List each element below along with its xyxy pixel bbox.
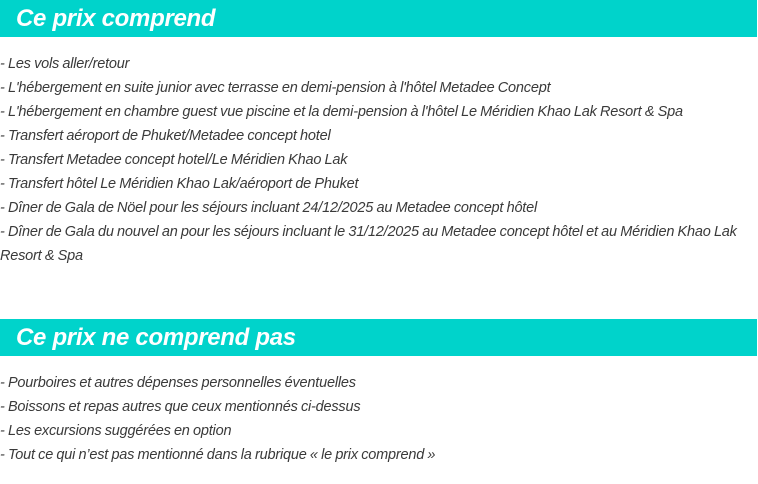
list-item: - Les excursions suggérées en option [0,423,232,439]
list-item: - Tout ce qui n’est pas mentionné dans la rubrique « le prix comprend » [0,447,436,463]
price-excludes-list [0,356,758,467]
list-item: - Dîner de Gala de Nöel pour les séjours incluant 24/12/2025 au Metadee concept hôtel [0,200,538,216]
list-item: - Boissons et repas autres que ceux mentionnés ci-dessus [0,399,361,415]
list-item: - Transfert Metadee concept hotel/Le Méridien Khao Lak [0,152,348,168]
list-item: - Dîner de Gala du nouvel an pour les séjours incluant le 31/12/2025 au Metadee concept hôtel et au Méridien Khao Lak Resort & Spa [0,224,737,264]
price-includes-heading: Ce prix comprend [0,0,757,37]
price-excludes-heading: Ce prix ne comprend pas [0,319,757,356]
list-item: - Pourboires et autres dépenses personnelles éventuelles [0,375,356,391]
price-excludes-section [0,319,758,467]
list-item: - Transfert hôtel Le Méridien Khao Lak/aéroport de Phuket [0,176,359,192]
price-includes-list [0,37,758,268]
list-item: - Les vols aller/retour [0,56,130,72]
list-item: - Transfert aéroport de Phuket/Metadee concept hotel [0,128,331,144]
list-item: - L'hébergement en chambre guest vue piscine et la demi-pension à l'hôtel Le Méridien Khao Lak Resort & Spa [0,104,683,120]
list-item: - L'hébergement en suite junior avec terrasse en demi-pension à l'hôtel Metadee Concept [0,80,551,96]
